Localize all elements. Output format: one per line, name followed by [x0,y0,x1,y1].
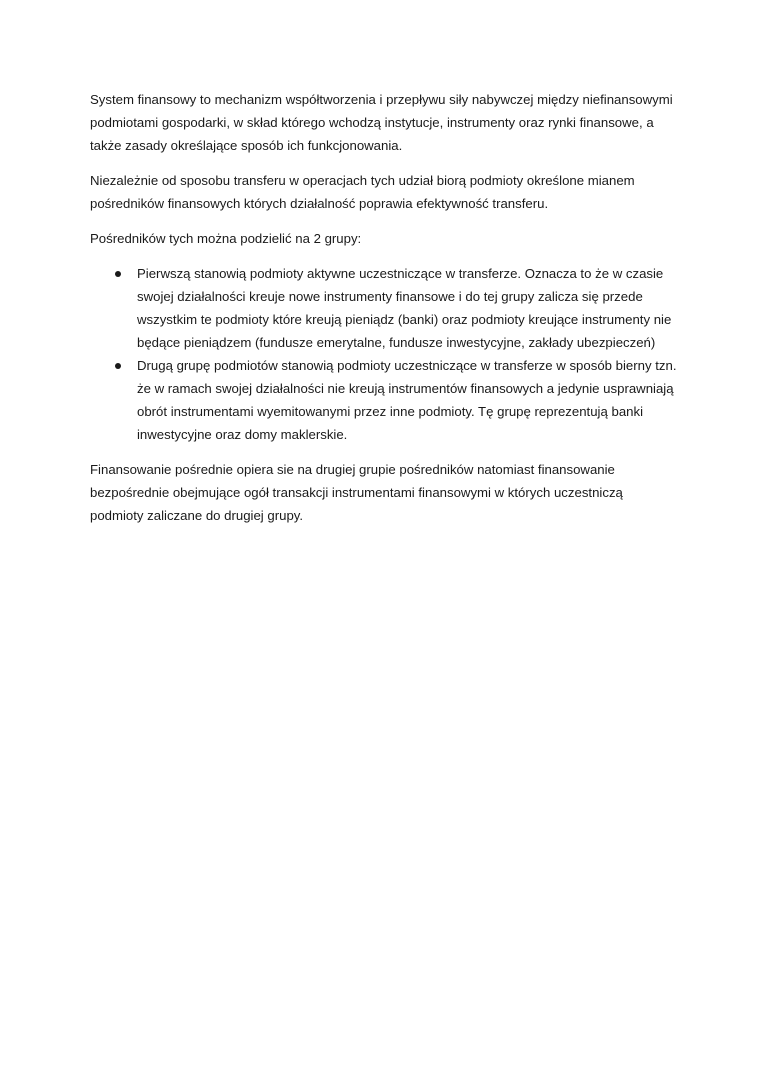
list-item-text: Drugą grupę podmiotów stanowią podmioty uczestniczące w transferze w sposób bierny tzn. że w ramach swojej działalności nie kreują instrumentów finansowych a jedynie usprawniają obrót instrumentami wyemitowanymi przez inne podmioty. Tę grupę reprezentują banki inwestycyjne oraz domy maklerskie. [137,358,677,442]
paragraph-podzial-grup: Pośredników tych można podzielić na 2 grupy: [90,231,362,246]
paragraph-posrednicy-finansowi: Niezależnie od sposobu transferu w operacjach tych udział biorą podmioty określone mianem pośredników finansowych których działalność poprawia efektywność transferu. [90,173,635,211]
bullet-icon [115,363,121,369]
bullet-icon [115,271,121,277]
paragraph-system-finansowy: System finansowy to mechanizm współtworzenia i przepływu siły nabywczej między niefinansowymi podmiotami gospodarki, w skład którego wchodzą instytucje, instrumenty oraz rynki finansowe, a także zasady określające sposób ich funkcjonowania. [90,92,673,153]
list-item [90,262,680,354]
document-body [90,88,680,539]
list-item-text: Pierwszą stanowią podmioty aktywne uczestniczące w transferze. Oznacza to że w czasie swojej działalności kreuje nowe instrumenty finansowe i do tej grupy zalicza się przede wszystkim te podmioty które kreują pieniądz (banki) oraz podmioty kreujące instrumenty nie będące pieniądzem (fundusze emerytalne, fundusze inwestycyjne, zakłady ubezpieczeń) [137,266,672,350]
bullet-list [90,262,680,446]
paragraph-finansowanie: Finansowanie pośrednie opiera sie na drugiej grupie pośredników natomiast finansowanie bezpośrednie obejmujące ogół transakcji instrumentami finansowymi w których uczestniczą podmioty zaliczane do drugiej grupy. [90,462,623,523]
list-item [90,354,680,446]
